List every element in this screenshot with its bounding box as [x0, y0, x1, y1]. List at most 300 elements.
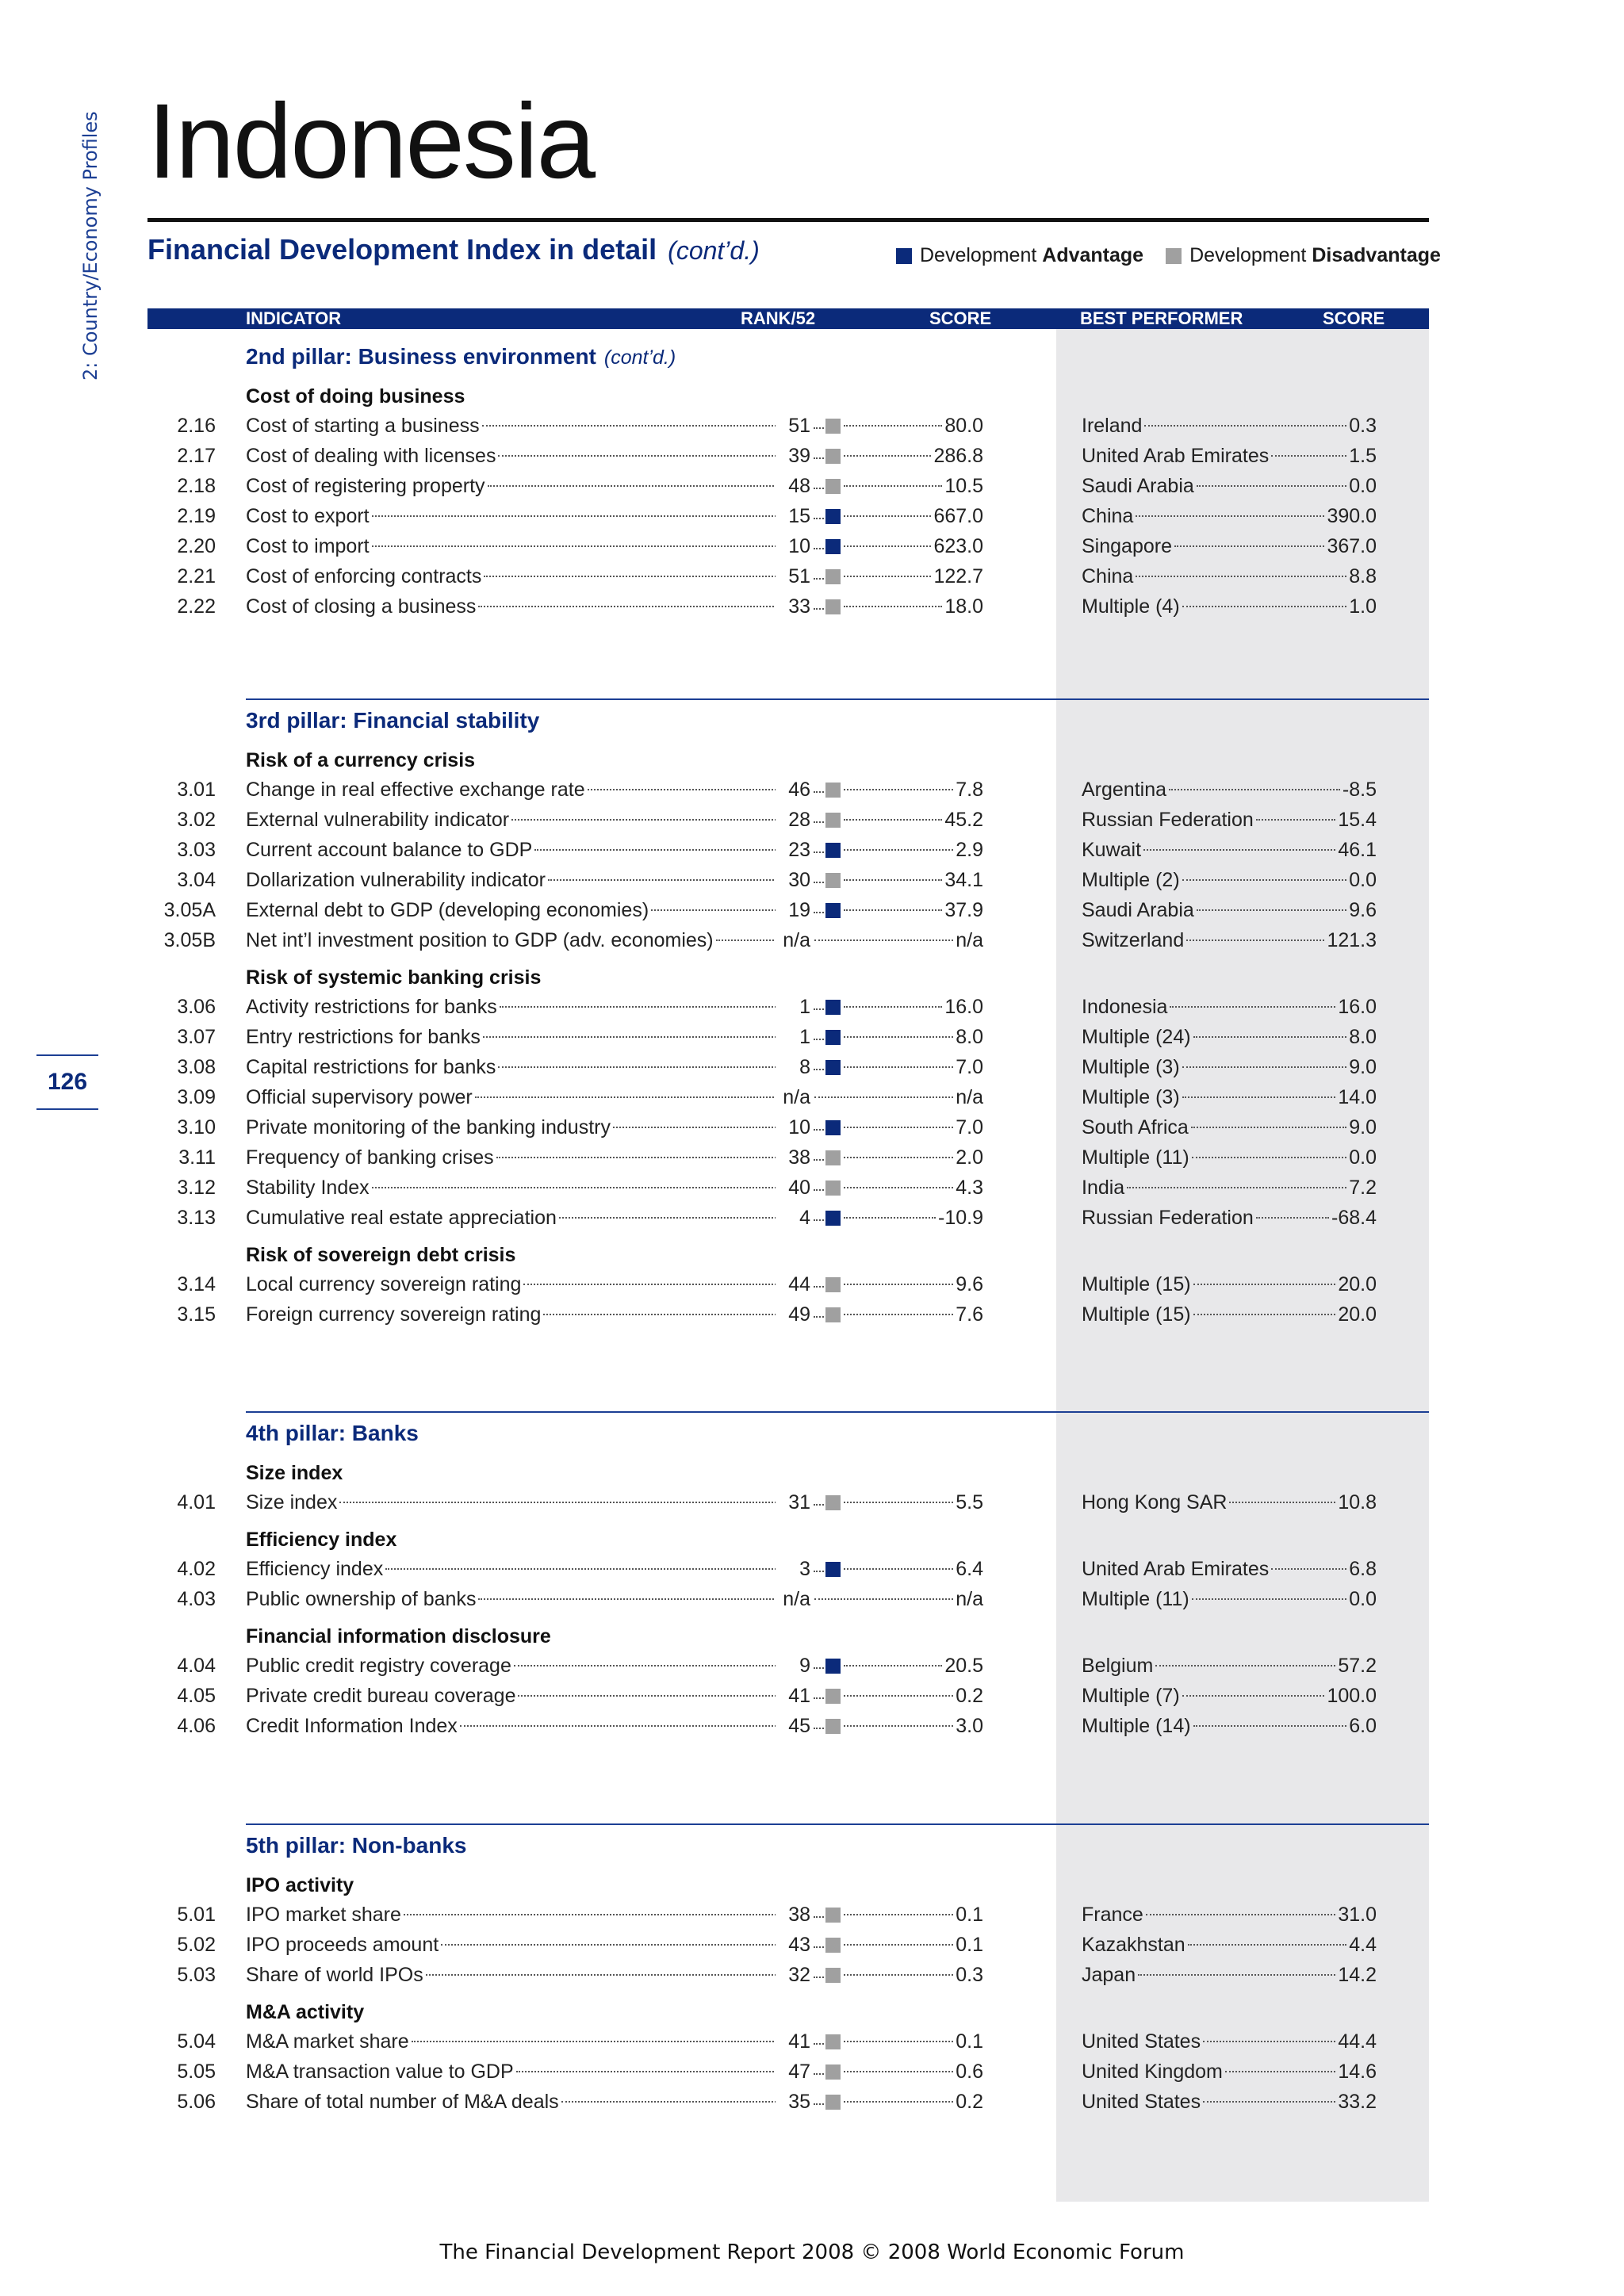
indicator-row	[0, 805, 1624, 835]
leader-dots	[814, 2043, 824, 2045]
indicator-number: 3.13	[177, 1207, 216, 1229]
indicator-cell	[246, 1554, 810, 1584]
leader-dots	[814, 1946, 824, 1948]
rank-marker	[812, 1960, 841, 1990]
indicator-row	[0, 1584, 1624, 1614]
legend-advantage-prefix: Development	[920, 244, 1037, 266]
score-cell	[844, 501, 983, 531]
rank-marker	[812, 591, 841, 622]
best-performer-name: Russian Federation	[1082, 1207, 1254, 1229]
leader-dots	[1229, 1502, 1335, 1503]
indicator-number: 5.01	[177, 1904, 216, 1926]
indicator-score: 286.8	[933, 445, 983, 467]
best-performer-score: 57.2	[1338, 1655, 1377, 1677]
indicator-row	[0, 2026, 1624, 2057]
best-performer-name: United Arab Emirates	[1082, 1558, 1270, 1580]
rank-marker	[812, 1711, 841, 1741]
indicator-label: Size index	[246, 1491, 338, 1513]
indicator-number: 2.22	[177, 595, 216, 618]
indicator-rank: n/a	[776, 1584, 810, 1614]
best-performer-name: Multiple (14)	[1082, 1715, 1191, 1737]
indicator-score: 18.0	[944, 595, 983, 618]
indicator-label: IPO proceeds amount	[246, 1934, 439, 1956]
indicator-label: M&A transaction value to GDP	[246, 2061, 514, 2083]
best-performer-score: 10.8	[1338, 1491, 1377, 1513]
indicator-row	[0, 411, 1624, 441]
leader-dots	[523, 1284, 808, 1285]
indicator-rank: 35	[776, 2087, 810, 2117]
leader-dots	[460, 1725, 808, 1727]
advantage-square-icon	[825, 903, 841, 918]
indicator-number: 3.15	[177, 1303, 216, 1326]
header-indicator: INDICATOR	[246, 308, 342, 328]
indicator-row	[0, 1203, 1624, 1233]
disadvantage-square-icon	[825, 2034, 841, 2049]
leader-dots	[844, 1314, 953, 1315]
advantage-square-icon	[825, 1000, 841, 1015]
best-performer-cell	[1082, 1299, 1377, 1330]
indicator-label: Activity restrictions for banks	[246, 996, 497, 1018]
header-best-score: SCORE	[1323, 308, 1385, 328]
score-cell	[844, 775, 983, 805]
leader-dots	[844, 789, 953, 790]
disadvantage-square-icon	[825, 1968, 841, 1983]
leader-dots	[475, 1096, 808, 1098]
disadvantage-square-icon	[825, 1938, 841, 1953]
indicator-cell	[246, 1681, 810, 1711]
leader-dots	[1193, 1036, 1347, 1038]
indicator-number: 5.05	[177, 2061, 216, 2083]
leader-dots	[484, 576, 808, 577]
indicator-cell	[246, 1022, 810, 1052]
best-performer-cell	[1082, 1681, 1377, 1711]
indicator-label: Change in real effective exchange rate	[246, 779, 585, 801]
indicator-cell	[246, 591, 810, 622]
indicator-number: 4.04	[177, 1655, 216, 1677]
indicator-cell	[246, 471, 810, 501]
indicator-rank: 47	[776, 2057, 810, 2087]
best-performer-name: Multiple (11)	[1082, 1588, 1189, 1610]
score-cell	[844, 1900, 983, 1930]
rank-marker	[812, 1203, 841, 1233]
best-performer-name: Switzerland	[1082, 929, 1185, 951]
indicator-score: 45.2	[944, 809, 983, 831]
leader-dots	[1271, 455, 1346, 457]
group-title: Size index	[246, 1462, 343, 1484]
advantage-square-icon	[825, 539, 841, 554]
indicator-row	[0, 561, 1624, 591]
best-performer-score: 9.6	[1349, 899, 1377, 921]
rank-marker	[812, 895, 841, 925]
leader-dots	[814, 1039, 824, 1040]
best-performer-cell	[1082, 591, 1377, 622]
legend-advantage-bold: Advantage	[1042, 244, 1144, 266]
indicator-cell	[246, 1960, 810, 1990]
best-performer-cell	[1082, 895, 1377, 925]
score-cell	[844, 865, 983, 895]
leader-dots	[844, 1187, 953, 1188]
indicator-row	[0, 2057, 1624, 2087]
best-performer-name: United States	[1082, 2091, 1201, 2113]
indicator-cell	[246, 835, 810, 865]
rank-marker	[812, 835, 841, 865]
indicator-cell	[246, 1711, 810, 1741]
best-performer-name: Japan	[1082, 1964, 1136, 1986]
best-performer-name: United States	[1082, 2030, 1201, 2053]
indicator-score: 37.9	[944, 899, 983, 921]
indicator-rank: 44	[776, 1269, 810, 1299]
best-performer-cell	[1082, 1112, 1377, 1142]
leader-dots	[814, 1008, 824, 1010]
disadvantage-square-icon	[1166, 248, 1182, 264]
indicator-number: 3.02	[177, 809, 216, 831]
best-performer-cell	[1082, 2057, 1377, 2087]
best-performer-score: 8.0	[1349, 1026, 1377, 1048]
score-cell	[844, 1930, 983, 1960]
indicator-label: Private monitoring of the banking industry	[246, 1116, 611, 1138]
best-performer-name: Indonesia	[1082, 996, 1168, 1018]
leader-dots	[482, 425, 808, 427]
indicator-number: 4.05	[177, 1685, 216, 1707]
indicator-row	[0, 865, 1624, 895]
best-performer-score: -68.4	[1331, 1207, 1377, 1229]
leader-dots	[1169, 789, 1340, 790]
disadvantage-square-icon	[825, 1277, 841, 1292]
group-title: Efficiency index	[246, 1529, 397, 1551]
rank-marker	[812, 1022, 841, 1052]
indicator-rank: 31	[776, 1487, 810, 1517]
indicator-number: 3.04	[177, 869, 216, 891]
indicator-score: 34.1	[944, 869, 983, 891]
indicator-cell	[246, 895, 810, 925]
indicator-cell	[246, 1112, 810, 1142]
indicator-row	[0, 1299, 1624, 1330]
leader-dots	[814, 1219, 824, 1221]
indicator-number: 3.05B	[163, 929, 216, 951]
indicator-row	[0, 441, 1624, 471]
indicator-row	[0, 1930, 1624, 1960]
score-cell	[812, 1584, 983, 1614]
leader-dots	[1203, 2041, 1335, 2042]
best-performer-score: 8.8	[1349, 565, 1377, 587]
leader-dots	[844, 1695, 953, 1697]
indicator-row	[0, 1082, 1624, 1112]
rank-marker	[812, 501, 841, 531]
indicator-row	[0, 1960, 1624, 1990]
leader-dots	[844, 819, 942, 821]
rank-marker	[812, 2087, 841, 2117]
leader-dots	[496, 1157, 808, 1158]
advantage-square-icon	[825, 1659, 841, 1674]
indicator-score: 3.0	[956, 1715, 983, 1737]
rank-marker	[812, 1487, 841, 1517]
leader-dots	[814, 1189, 824, 1191]
legend-disadvantage	[1166, 244, 1441, 267]
indicator-cell	[246, 1487, 810, 1517]
score-cell	[844, 1112, 983, 1142]
indicator-label: Public ownership of banks	[246, 1588, 477, 1610]
leader-dots	[372, 515, 808, 517]
leader-dots	[1127, 1187, 1346, 1188]
leader-dots	[1174, 545, 1324, 547]
indicator-row	[0, 1173, 1624, 1203]
best-performer-cell	[1082, 561, 1377, 591]
score-cell	[844, 1269, 983, 1299]
leader-dots	[814, 939, 953, 941]
indicator-score: 122.7	[933, 565, 983, 587]
rank-marker	[812, 1930, 841, 1960]
leader-dots	[814, 1129, 824, 1131]
best-performer-score: 9.0	[1349, 1116, 1377, 1138]
disadvantage-square-icon	[825, 1719, 841, 1734]
indicator-label: Cumulative real estate appreciation	[246, 1207, 557, 1229]
indicator-score: n/a	[956, 1086, 983, 1108]
indicator-number: 3.08	[177, 1056, 216, 1078]
indicator-label: Net int’l investment position to GDP (adv. economies)	[246, 929, 714, 951]
best-performer-score: 0.0	[1349, 475, 1377, 497]
indicator-cell	[246, 561, 810, 591]
indicator-rank: 4	[776, 1203, 810, 1233]
best-performer-name: China	[1082, 505, 1134, 527]
score-cell	[844, 1711, 983, 1741]
indicator-label: Official supervisory power	[246, 1086, 473, 1108]
best-performer-name: Multiple (7)	[1082, 1685, 1180, 1707]
group-title: Cost of doing business	[246, 385, 465, 408]
leader-dots	[814, 1069, 824, 1070]
disadvantage-square-icon	[825, 569, 841, 584]
best-performer-cell	[1082, 1173, 1377, 1203]
leader-dots	[498, 1066, 808, 1068]
leader-dots	[1188, 1944, 1347, 1946]
leader-dots	[543, 1314, 808, 1315]
leader-dots	[561, 2101, 808, 2103]
best-performer-cell	[1082, 1960, 1377, 1990]
indicator-rank: 23	[776, 835, 810, 865]
indicator-score: n/a	[956, 1588, 983, 1610]
leader-dots	[1197, 909, 1346, 911]
indicator-rank: 51	[776, 411, 810, 441]
rank-marker	[812, 992, 841, 1022]
indicator-number: 4.02	[177, 1558, 216, 1580]
best-performer-cell	[1082, 501, 1377, 531]
rank-marker	[812, 531, 841, 561]
indicator-rank: 28	[776, 805, 810, 835]
leader-dots	[441, 1944, 808, 1946]
best-performer-name: Multiple (15)	[1082, 1303, 1191, 1326]
score-cell	[844, 835, 983, 865]
score-cell	[844, 471, 983, 501]
leader-dots	[1146, 1914, 1336, 1915]
best-performer-score: 1.5	[1349, 445, 1377, 467]
best-performer-cell	[1082, 992, 1377, 1022]
indicator-rank: 41	[776, 1681, 810, 1711]
indicator-label: Private credit bureau coverage	[246, 1685, 516, 1707]
score-cell	[844, 992, 983, 1022]
best-performer-cell	[1082, 531, 1377, 561]
indicator-label: Cost to export	[246, 505, 370, 527]
leader-dots	[814, 1286, 824, 1288]
indicator-row	[0, 591, 1624, 622]
indicator-score: 4.3	[956, 1177, 983, 1199]
leader-dots	[844, 606, 942, 607]
leader-dots	[372, 1187, 808, 1188]
indicator-label: Cost of registering property	[246, 475, 485, 497]
indicator-score: 0.1	[956, 2030, 983, 2053]
indicator-score: 8.0	[956, 1026, 983, 1048]
disadvantage-square-icon	[825, 1181, 841, 1196]
leader-dots	[814, 1976, 824, 1978]
best-performer-name: Singapore	[1082, 535, 1172, 557]
indicator-label: Cost of closing a business	[246, 595, 477, 618]
leader-dots	[1256, 1217, 1329, 1219]
best-performer-score: 14.2	[1338, 1964, 1377, 1986]
indicator-cell	[246, 1651, 810, 1681]
rank-marker	[812, 865, 841, 895]
best-performer-name: Saudi Arabia	[1082, 899, 1194, 921]
score-cell	[844, 1142, 983, 1173]
pillar-separator	[246, 698, 1429, 700]
indicator-rank: 3	[776, 1554, 810, 1584]
indicator-score: 16.0	[944, 996, 983, 1018]
score-cell	[844, 1052, 983, 1082]
indicator-number: 5.02	[177, 1934, 216, 1956]
disadvantage-square-icon	[825, 2095, 841, 2110]
indicator-row	[0, 1022, 1624, 1052]
best-performer-cell	[1082, 1269, 1377, 1299]
leader-dots	[478, 1598, 808, 1600]
best-performer-name: Multiple (11)	[1082, 1146, 1189, 1169]
leader-dots	[844, 1568, 953, 1570]
indicator-score: 0.6	[956, 2061, 983, 2083]
leader-dots	[814, 518, 824, 519]
indicator-rank: 38	[776, 1900, 810, 1930]
indicator-cell	[246, 501, 810, 531]
best-performer-cell	[1082, 835, 1377, 865]
indicator-cell	[246, 2026, 810, 2057]
best-performer-name: Saudi Arabia	[1082, 475, 1194, 497]
leader-dots	[1144, 425, 1346, 427]
rank-marker	[812, 1173, 841, 1203]
best-performer-score: 46.1	[1338, 839, 1377, 861]
rank-marker	[812, 1900, 841, 1930]
leader-dots	[814, 2103, 824, 2105]
pillar-separator	[246, 1823, 1429, 1825]
indicator-cell	[246, 441, 810, 471]
best-performer-score: 20.0	[1338, 1303, 1377, 1326]
indicator-number: 2.16	[177, 415, 216, 437]
indicator-rank: 40	[776, 1173, 810, 1203]
rank-marker	[812, 1112, 841, 1142]
indicator-score: 10.5	[944, 475, 983, 497]
group-title: Risk of sovereign debt crisis	[246, 1244, 516, 1266]
leader-dots	[1191, 1127, 1346, 1128]
best-performer-cell	[1082, 1651, 1377, 1681]
best-performer-score: 0.0	[1349, 1588, 1377, 1610]
best-performer-score: 31.0	[1338, 1904, 1377, 1926]
indicator-cell	[246, 992, 810, 1022]
indicator-number: 3.05A	[163, 899, 216, 921]
indicator-row	[0, 1554, 1624, 1584]
best-performer-score: 0.0	[1349, 869, 1377, 891]
best-performer-score: 0.0	[1349, 1146, 1377, 1169]
indicator-number: 3.07	[177, 1026, 216, 1048]
indicator-label: External debt to GDP (developing economies)	[246, 899, 649, 921]
indicator-score: 20.5	[944, 1655, 983, 1677]
best-performer-name: Multiple (2)	[1082, 869, 1180, 891]
leader-dots	[1136, 576, 1346, 577]
indicator-label: Entry restrictions for banks	[246, 1026, 481, 1048]
indicator-score: 6.4	[956, 1558, 983, 1580]
indicator-number: 3.01	[177, 779, 216, 801]
advantage-square-icon	[825, 1030, 841, 1045]
best-performer-cell	[1082, 441, 1377, 471]
disadvantage-square-icon	[825, 813, 841, 828]
disadvantage-square-icon	[825, 1150, 841, 1165]
leader-dots	[814, 1916, 824, 1918]
leader-dots	[1197, 485, 1346, 487]
leader-dots	[814, 578, 824, 580]
indicator-cell	[246, 2057, 810, 2087]
indicator-label: Current account balance to GDP	[246, 839, 533, 861]
best-performer-name: Kuwait	[1082, 839, 1142, 861]
advantage-square-icon	[825, 843, 841, 858]
best-performer-score: 6.8	[1349, 1558, 1377, 1580]
header-score: SCORE	[929, 308, 992, 328]
rank-marker	[812, 2057, 841, 2087]
indicator-rank: 39	[776, 441, 810, 471]
leader-dots	[844, 515, 931, 517]
leader-dots	[426, 1974, 808, 1976]
indicator-row	[0, 895, 1624, 925]
pillar-title-text: 3rd pillar: Financial stability	[246, 708, 540, 733]
best-performer-cell	[1082, 805, 1377, 835]
indicator-cell	[246, 411, 810, 441]
leader-dots	[844, 909, 942, 911]
score-cell	[844, 531, 983, 561]
group-title: M&A activity	[246, 2001, 365, 2023]
best-performer-cell	[1082, 1142, 1377, 1173]
pillar-title-contd: (cont’d.)	[603, 346, 676, 369]
leader-dots	[844, 1725, 953, 1727]
leader-dots	[814, 2073, 824, 2075]
leader-dots	[1225, 2071, 1335, 2072]
indicator-rank: 32	[776, 1960, 810, 1990]
disadvantage-square-icon	[825, 1689, 841, 1704]
best-performer-score: 7.2	[1349, 1177, 1377, 1199]
leader-dots	[844, 1006, 942, 1008]
indicator-row	[0, 1487, 1624, 1517]
indicator-row	[0, 1711, 1624, 1741]
indicator-rank: 43	[776, 1930, 810, 1960]
group-title: IPO activity	[246, 1874, 354, 1896]
leader-dots	[559, 1217, 808, 1219]
group-title: Financial information disclosure	[246, 1625, 551, 1647]
best-performer-score: 0.3	[1349, 415, 1377, 437]
leader-dots	[1138, 1974, 1335, 1976]
indicator-rank: 10	[776, 531, 810, 561]
indicator-rank: 45	[776, 1711, 810, 1741]
indicator-rank: 33	[776, 591, 810, 622]
best-performer-cell	[1082, 1082, 1377, 1112]
indicator-number: 2.21	[177, 565, 216, 587]
indicator-label: Cost of enforcing contracts	[246, 565, 482, 587]
indicator-label: Local currency sovereign rating	[246, 1273, 522, 1295]
indicator-cell	[246, 1584, 810, 1614]
legend-disadvantage-prefix: Development	[1189, 244, 1307, 266]
title-rule	[147, 218, 1429, 222]
subtitle-text: Financial Development Index in detail	[147, 233, 657, 266]
leader-dots	[844, 1974, 953, 1976]
